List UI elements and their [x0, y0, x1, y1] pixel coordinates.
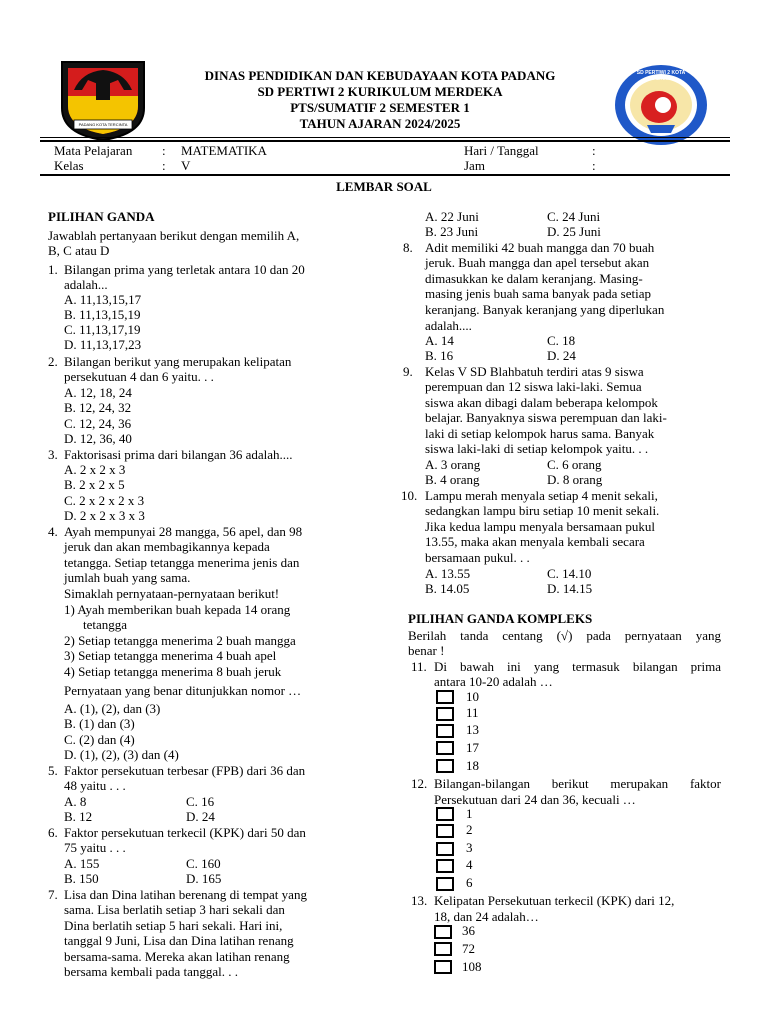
option-c: C. 11,13,17,19 [64, 322, 141, 337]
checkbox-label: 13 [466, 722, 479, 737]
answer-checkbox[interactable] [434, 925, 452, 939]
class-label: Kelas [54, 158, 84, 173]
option-d: D. 24 [547, 348, 576, 363]
section-instruction: Jawablah pertanyaan berikut dengan memilih A, [48, 228, 300, 243]
option-b: B. 14.05 [425, 581, 470, 596]
question-number: 3. [48, 447, 58, 462]
info-divider [40, 174, 730, 176]
subject-value: MATEMATIKA [181, 143, 267, 158]
question-text: Ayah mempunyai 28 mangga, 56 apel, dan 98 [64, 524, 303, 539]
question-number: 6. [48, 825, 58, 840]
option-d: D. 11,13,17,23 [64, 337, 142, 352]
checkbox-label: 4 [466, 857, 473, 872]
option-b: B. 2 x 2 x 5 [64, 477, 125, 492]
question-text: jeruk. Buah mangga dan apel tersebut akan [425, 255, 650, 270]
answer-checkbox[interactable] [436, 741, 454, 755]
checkbox-label: 2 [466, 822, 473, 837]
question-text: jumlah buah yang sama. [64, 570, 191, 585]
statement-4: 4) Setiap tetangga menerima 8 buah jeruk [64, 664, 282, 679]
question-number: 12. [411, 776, 428, 791]
subject-label: Mata Pelajaran [54, 143, 133, 158]
answer-checkbox[interactable] [434, 960, 452, 974]
option-b: B. 4 orang [425, 472, 480, 487]
statement-1-cont: tetangga [83, 617, 128, 632]
question-number: 1. [48, 262, 58, 277]
question-text: bersama kembali pada tanggal. . . [64, 964, 238, 979]
question-text: antara 10-20 adalah … [434, 674, 553, 689]
question-text: persekutuan 4 dan 6 yaitu. . . [64, 369, 214, 384]
option-a: A. 13.55 [425, 566, 471, 581]
section-instruction: Berilah tanda centang (√) pada pernyataan yang [408, 628, 721, 643]
left-logo-caption: PADANG KOTA TERCINTA [78, 122, 128, 127]
statement-2: 2) Setiap tetangga menerima 2 buah mangga [64, 633, 296, 648]
question-text: Bilangan-bilangan berikut merupakan faktor [434, 776, 721, 791]
question-number: 10. [401, 488, 418, 503]
answer-checkbox[interactable] [436, 877, 454, 891]
option-c: C. 16 [186, 794, 215, 809]
header-divider-thin [40, 137, 730, 138]
time-label: Jam [464, 158, 485, 173]
question-text: Jika kedua lampu menyala bersamaan pukul [425, 519, 655, 534]
option-c: C. 160 [186, 856, 221, 871]
question-text: Bilangan berikut yang merupakan kelipatan [64, 354, 292, 369]
question-text: Di bawah ini yang termasuk bilangan prima [434, 659, 721, 674]
checkbox-label: 1 [466, 806, 473, 821]
question-text: Kelipatan Persekutuan terkecil (KPK) dari 12, [434, 893, 675, 908]
option-d: D. (1), (2), (3) dan (4) [64, 747, 179, 762]
checkbox-label: 10 [466, 689, 479, 704]
question-text: Kelas V SD Blahbatuh terdiri atas 9 siswa [425, 364, 644, 379]
question-text: Lampu merah menyala setiap 4 menit sekali, [425, 488, 658, 503]
question-text: Bilangan prima yang terletak antara 10 dan 20 [64, 262, 305, 277]
class-value: V [181, 158, 191, 173]
date-colon: : [592, 143, 596, 158]
option-d: D. 165 [186, 871, 222, 886]
header-exam: PTS/SUMATIF 2 SEMESTER 1 [290, 100, 470, 115]
question-text: siswa akan dibagi dalam beberapa kelompok [425, 395, 658, 410]
question-number: 4. [48, 524, 58, 539]
date-label: Hari / Tanggal [464, 143, 539, 158]
question-text: Faktor persekutuan terkecil (KPK) dari 50 dan [64, 825, 306, 840]
question-text: keranjang. Banyak keranjang yang diperlukan [425, 302, 665, 317]
option-c: C. 14.10 [547, 566, 592, 581]
option-a: A. 3 orang [425, 457, 481, 472]
checkbox-label: 11 [466, 705, 479, 720]
question-text: bersama-sama. Mereka akan latihan renang [64, 949, 290, 964]
option-d: D. 8 orang [547, 472, 603, 487]
header-divider-thick [40, 140, 730, 142]
option-d: D. 14.15 [547, 581, 593, 596]
answer-checkbox[interactable] [436, 759, 454, 773]
answer-checkbox[interactable] [434, 942, 452, 956]
question-text: 48 yaitu . . . [64, 778, 126, 793]
answer-checkbox[interactable] [436, 859, 454, 873]
header-school: SD PERTIWI 2 KURIKULUM MERDEKA [257, 84, 503, 99]
checkbox-label: 18 [466, 758, 479, 773]
right-logo-caption: SD PERTIWI 2 KOTA PADANG [636, 70, 686, 82]
question-text: jeruk dan akan membagikannya kepada [64, 539, 270, 554]
question-text: Adit memiliki 42 buah mangga dan 70 buah [425, 240, 655, 255]
question-text: laki di setiap kelompok harus sama. Banyak [425, 426, 655, 441]
question-text: siswa laki-laki di setiap kelompok yaitu. . . [425, 441, 649, 456]
question-text: Dina berlatih setiap 5 hari sekali. Hari ini, [64, 918, 283, 933]
statement-1: 1) Ayah memberikan buah kepada 14 orang [64, 602, 291, 617]
option-b: B. 12 [64, 809, 93, 824]
question-text: tanggal 9 Juni, Lisa dan Dina latihan renang [64, 933, 294, 948]
option-c: C. 12, 24, 36 [64, 416, 132, 431]
answer-checkbox[interactable] [436, 842, 454, 856]
question-number: 9. [403, 364, 413, 379]
answer-checkbox[interactable] [436, 724, 454, 738]
section-instruction: B, C atau D [48, 243, 110, 258]
option-c: C. (2) dan (4) [64, 732, 135, 747]
question-text: sama. Lisa berlatih setiap 3 hari sekali dan [64, 902, 285, 917]
option-c: C. 6 orang [547, 457, 602, 472]
question-text: dimasukkan ke dalam keranjang. Masing- [425, 271, 643, 286]
checkbox-label: 17 [466, 740, 479, 755]
question-text: adalah.... [425, 318, 472, 333]
option-a: A. 8 [64, 794, 87, 809]
question-text: Pernyataan yang benar ditunjukkan nomor … [64, 683, 302, 698]
option-c: C. 18 [547, 333, 576, 348]
option-a: A. 12, 18, 24 [64, 385, 132, 400]
answer-checkbox[interactable] [436, 690, 454, 704]
option-a: A. 11,13,15,17 [64, 292, 142, 307]
option-b: B. 16 [425, 348, 454, 363]
option-a: A. 14 [425, 333, 454, 348]
class-colon: : [162, 158, 166, 173]
section-instruction: benar ! [408, 643, 445, 658]
question-text: masing jenis buah sama banyak pada setiap [425, 286, 651, 301]
option-d: D. 24 [186, 809, 215, 824]
header-year: TAHUN AJARAN 2024/2025 [299, 116, 461, 131]
option-c: C. 24 Juni [547, 209, 601, 224]
question-text: Faktor persekutuan terbesar (FPB) dari 36 dan [64, 763, 306, 778]
question-number: 11. [411, 659, 427, 674]
section-complex-choice-title: PILIHAN GANDA KOMPLEKS [408, 611, 593, 626]
sheet-title: LEMBAR SOAL [336, 179, 432, 194]
question-text: bersamaan pukul. . . [425, 550, 530, 565]
option-d: D. 12, 36, 40 [64, 431, 132, 446]
question-text: adalah... [64, 277, 108, 292]
question-number: 2. [48, 354, 58, 369]
question-number: 13. [411, 893, 428, 908]
answer-checkbox[interactable] [436, 807, 454, 821]
header-agency: DINAS PENDIDIKAN DAN KEBUDAYAAN KOTA PADANG [204, 68, 556, 83]
question-text: belajar. Banyaknya siswa perempuan dan laki- [425, 410, 667, 425]
question-text: Faktorisasi prima dari bilangan 36 adalah.... [64, 447, 293, 462]
time-colon: : [592, 158, 596, 173]
answer-checkbox[interactable] [436, 824, 454, 838]
question-text: tetangga. Setiap tetangga menerima jenis dan [64, 555, 300, 570]
question-text: Lisa dan Dina latihan berenang di tempat yang [64, 887, 307, 902]
question-text: Simaklah pernyataan-pernyataan berikut! [64, 586, 280, 601]
option-a: A. 2 x 2 x 3 [64, 462, 126, 477]
checkbox-label: 6 [466, 875, 473, 890]
option-b: B. 23 Juni [425, 224, 479, 239]
option-b: B. 12, 24, 32 [64, 400, 132, 415]
option-b: B. 11,13,15,19 [64, 307, 141, 322]
question-text: 75 yaitu . . . [64, 840, 126, 855]
checkbox-label: 36 [462, 923, 475, 938]
option-a: A. 155 [64, 856, 100, 871]
option-d: D. 25 Juni [547, 224, 601, 239]
subject-colon: : [162, 143, 166, 158]
question-text: 18, dan 24 adalah… [434, 909, 539, 924]
statement-3: 3) Setiap tetangga menerima 4 buah apel [64, 648, 277, 663]
option-d: D. 2 x 2 x 3 x 3 [64, 508, 145, 523]
question-text: perempuan dan 12 siswa laki-laki. Semua [425, 379, 642, 394]
option-b: B. (1) dan (3) [64, 716, 135, 731]
question-number: 8. [403, 240, 413, 255]
option-c: C. 2 x 2 x 2 x 3 [64, 493, 145, 508]
checkbox-label: 3 [466, 840, 473, 855]
answer-checkbox[interactable] [436, 707, 454, 721]
option-a: A. 22 Juni [425, 209, 479, 224]
option-a: A. (1), (2), dan (3) [64, 701, 161, 716]
checkbox-label: 72 [462, 941, 475, 956]
question-number: 5. [48, 763, 58, 778]
section-multiple-choice-title: PILIHAN GANDA [48, 209, 155, 224]
question-text: Persekutuan dari 24 dan 36, kecuali … [434, 792, 636, 807]
option-b: B. 150 [64, 871, 99, 886]
question-text: sedangkan lampu biru setiap 10 menit sekali. [425, 503, 660, 518]
question-text: 13.55, maka akan menyala kembali secara [425, 534, 645, 549]
question-number: 7. [48, 887, 58, 902]
checkbox-label: 108 [462, 959, 482, 974]
